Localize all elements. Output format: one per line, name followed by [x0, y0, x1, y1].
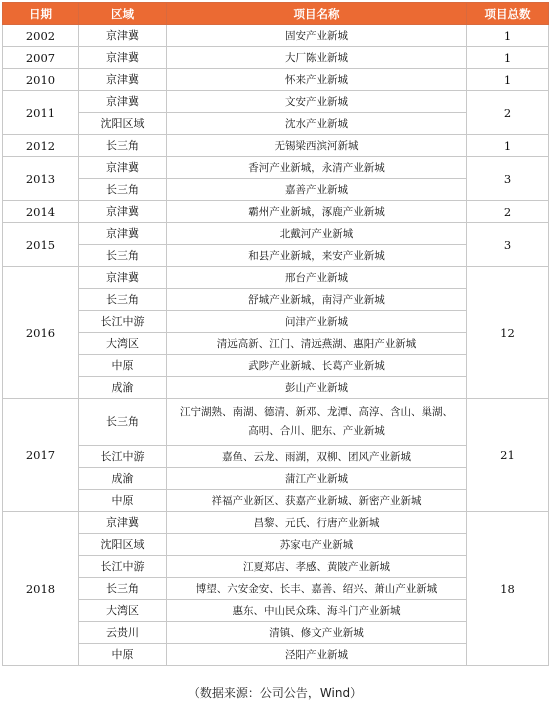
project-name-cell: 惠东、中山民众珠、海斗门产业新城 [167, 600, 467, 622]
region-cell: 长三角 [79, 578, 167, 600]
table-row [3, 69, 549, 91]
project-name-cell: 江夏郑店、孝感、黄陂产业新城 [167, 556, 467, 578]
project-name-cell: 蒲江产业新城 [167, 468, 467, 490]
region-cell: 成渝 [79, 377, 167, 399]
project-name-cell: 江宁湖熟、南湖、德清、新邓、龙潭、高淳、含山、巢湖、高明、合川、肥东、产业新城 [167, 399, 467, 446]
project-name-cell: 昌黎、元氏、行唐产业新城 [167, 512, 467, 534]
year-cell: 2007 [3, 47, 79, 69]
year-cell: 2011 [3, 91, 79, 135]
region-cell: 京津冀 [79, 201, 167, 223]
year-cell: 2017 [3, 399, 79, 512]
header-project-total: 项目总数 [467, 3, 549, 25]
table-row [3, 91, 549, 113]
region-cell: 沈阳区域 [79, 534, 167, 556]
region-cell: 中原 [79, 355, 167, 377]
year-cell: 2015 [3, 223, 79, 267]
header-date: 日期 [3, 3, 79, 25]
project-name-cell: 无锡梁西滨河新城 [167, 135, 467, 157]
table-row [3, 223, 549, 245]
region-cell: 长江中游 [79, 556, 167, 578]
project-name-cell: 香河产业新城，永清产业新城 [167, 157, 467, 179]
region-cell: 京津冀 [79, 157, 167, 179]
project-total-cell: 18 [467, 512, 549, 666]
project-name-cell: 怀来产业新城 [167, 69, 467, 91]
project-name-cell: 泾阳产业新城 [167, 644, 467, 666]
header-project-name: 项目名称 [167, 3, 467, 25]
header-region: 区域 [79, 3, 167, 25]
project-name-cell: 问津产业新城 [167, 311, 467, 333]
project-total-cell: 2 [467, 91, 549, 135]
region-cell: 大湾区 [79, 600, 167, 622]
region-cell: 长三角 [79, 135, 167, 157]
table-row [3, 25, 549, 47]
region-cell: 长江中游 [79, 311, 167, 333]
project-total-cell: 12 [467, 267, 549, 399]
region-cell: 长三角 [79, 289, 167, 311]
project-name-cell: 博望、六安金安、长丰、嘉善、绍兴、萧山产业新城 [167, 578, 467, 600]
project-name-cell: 彭山产业新城 [167, 377, 467, 399]
project-total-cell: 1 [467, 69, 549, 91]
project-name-cell: 邢台产业新城 [167, 267, 467, 289]
table-row [3, 512, 549, 534]
project-name-cell: 沈水产业新城 [167, 113, 467, 135]
region-cell: 京津冀 [79, 69, 167, 91]
region-cell: 京津冀 [79, 47, 167, 69]
year-cell: 2013 [3, 157, 79, 201]
project-name-cell: 祥福产业新区、获嘉产业新城、新密产业新城 [167, 490, 467, 512]
table-row [3, 267, 549, 289]
project-name-cell: 苏家屯产业新城 [167, 534, 467, 556]
table-row [3, 399, 549, 446]
region-cell: 京津冀 [79, 91, 167, 113]
table-row [3, 47, 549, 69]
region-cell: 长三角 [79, 399, 167, 446]
year-cell: 2016 [3, 267, 79, 399]
project-name-cell: 大厂陈业新城 [167, 47, 467, 69]
region-cell: 云贵川 [79, 622, 167, 644]
project-name-cell: 和县产业新城，来安产业新城 [167, 245, 467, 267]
year-cell: 2014 [3, 201, 79, 223]
table-body [3, 25, 549, 666]
project-name-cell: 清镇、修文产业新城 [167, 622, 467, 644]
project-total-cell: 1 [467, 135, 549, 157]
region-cell: 长三角 [79, 245, 167, 267]
header-row [3, 3, 549, 25]
table-row [3, 157, 549, 179]
project-name-cell: 霸州产业新城，涿鹿产业新城 [167, 201, 467, 223]
project-total-cell: 2 [467, 201, 549, 223]
project-name-cell: 文安产业新城 [167, 91, 467, 113]
region-cell: 成渝 [79, 468, 167, 490]
project-total-cell: 21 [467, 399, 549, 512]
year-cell: 2010 [3, 69, 79, 91]
project-name-cell: 固安产业新城 [167, 25, 467, 47]
project-total-cell: 1 [467, 25, 549, 47]
year-cell: 2018 [3, 512, 79, 666]
region-cell: 京津冀 [79, 267, 167, 289]
project-name-cell: 北戴河产业新城 [167, 223, 467, 245]
region-cell: 长三角 [79, 179, 167, 201]
table-row [3, 135, 549, 157]
project-table [2, 2, 549, 666]
project-name-cell: 嘉鱼、云龙、雨湖，双柳、团风产业新城 [167, 446, 467, 468]
table-row [3, 201, 549, 223]
region-cell: 中原 [79, 490, 167, 512]
region-cell: 沈阳区域 [79, 113, 167, 135]
project-name-cell: 清远高新、江门、清远燕湖、惠阳产业新城 [167, 333, 467, 355]
project-name-cell: 嘉善产业新城 [167, 179, 467, 201]
project-name-cell: 武陟产业新城、长葛产业新城 [167, 355, 467, 377]
project-total-cell: 1 [467, 47, 549, 69]
region-cell: 大湾区 [79, 333, 167, 355]
source-note: （数据来源：公司公告，Wind） [187, 686, 363, 700]
project-total-cell: 3 [467, 223, 549, 267]
region-cell: 京津冀 [79, 512, 167, 534]
region-cell: 京津冀 [79, 25, 167, 47]
year-cell: 2002 [3, 25, 79, 47]
region-cell: 长江中游 [79, 446, 167, 468]
project-total-cell: 3 [467, 157, 549, 201]
region-cell: 京津冀 [79, 223, 167, 245]
region-cell: 中原 [79, 644, 167, 666]
project-name-cell: 舒城产业新城，南浔产业新城 [167, 289, 467, 311]
year-cell: 2012 [3, 135, 79, 157]
